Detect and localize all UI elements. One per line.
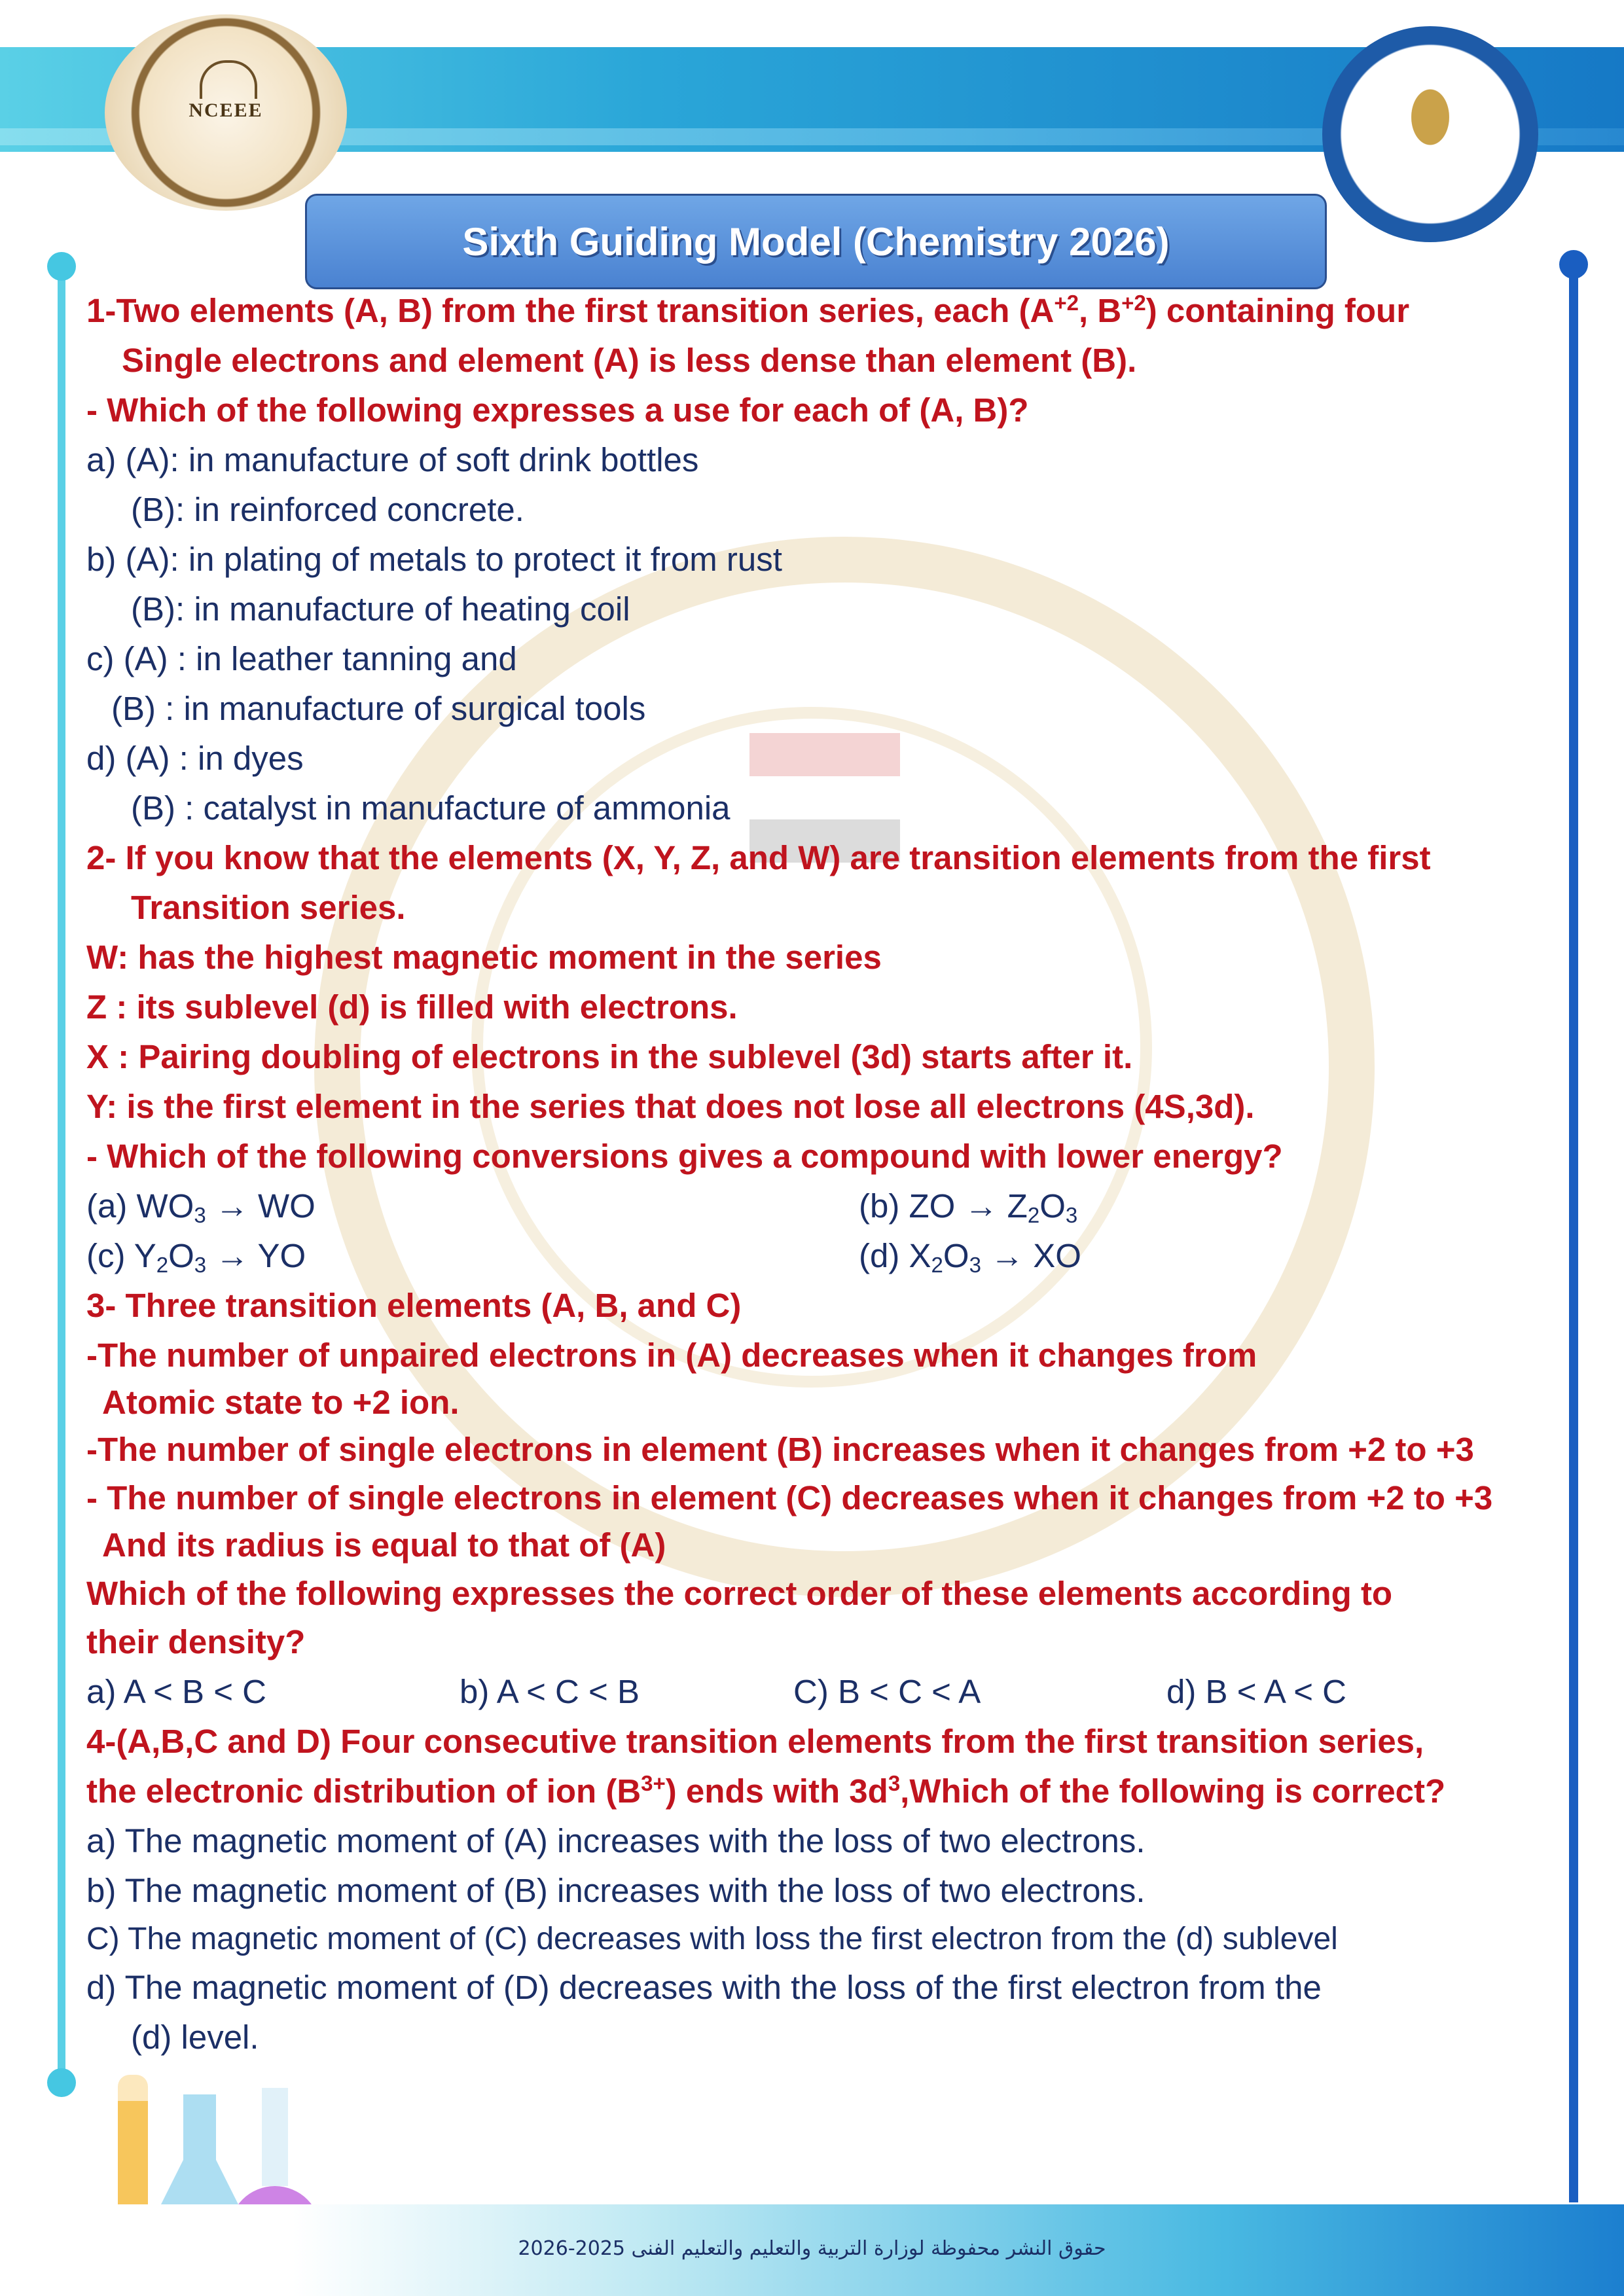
q2-stem-line2: Transition series. — [131, 889, 406, 926]
eagle-emblem-icon — [1401, 88, 1460, 160]
left-rail-dot-bottom — [47, 2068, 76, 2097]
q4-stem-line2: the electronic distribution of ion $(B^{3+})$ ends with $3d^3,Which$ of the following is correct? — [86, 1771, 1446, 1810]
q3-clue-c-cont: And its radius is equal to that of (A) — [102, 1526, 666, 1564]
q4-option-d: d) The magnetic moment of (D) decreases with the loss of the first electron from the — [86, 1969, 1322, 2006]
q4-option-a: a) The magnetic moment of (A) increases with the loss of two electrons. — [86, 1822, 1146, 1859]
q2-option-d: (d) $X_2O_3$ → XO — [859, 1237, 1081, 1277]
q3-ask-line2: their density? — [86, 1623, 306, 1660]
q1-option-a: a) (A): in manufacture of soft drink bottles — [86, 441, 699, 478]
q2-clue-y: Y: is the first element in the series that does not lose all electrons (4S,3d). — [86, 1088, 1255, 1125]
q2-option-a: (a) $WO_3$ → WO — [86, 1187, 316, 1227]
q3-option-c: C) B < C < A — [793, 1673, 981, 1710]
q1-option-c: c) (A) : in leather tanning and — [86, 640, 517, 677]
q4-option-b: b) The magnetic moment of (B) increases with the loss of two electrons. — [86, 1872, 1146, 1909]
q1-stem-line1: 1-Two elements (A, B) from the first transition series, each ($A^{+2}$, $B^{+2}$) containing four — [86, 291, 1410, 329]
q1-option-b-b: (B): in manufacture of heating coil — [131, 590, 630, 628]
nceee-logo-label: NCEEE — [189, 99, 263, 121]
q2-clue-z: Z : its sublevel (d) is filled with electrons. — [86, 988, 738, 1026]
q4-option-c: C) The magnetic moment of (C) decreases with loss the first electron from the (d) sublevel — [86, 1922, 1338, 1956]
q2-stem-line1: 2- If you know that the elements (X, Y, Z, and W) are transition elements from the first — [86, 839, 1431, 876]
nceee-emblem-icon — [200, 60, 257, 99]
copyright-notice: حقوق النشر محفوظة لوزارة التربية والتعليم والتعليم الفنى 2025-2026 — [518, 2237, 1106, 2260]
q1-option-d: d) (A) : in dyes — [86, 740, 304, 777]
q3-option-a: a) A < B < C — [86, 1673, 266, 1710]
q3-ask-line1: Which of the following expresses the correct order of these elements according to — [86, 1575, 1393, 1612]
right-rail-dot-top — [1559, 250, 1588, 279]
left-rail-dot-top — [47, 252, 76, 281]
q2-clue-x: X : Pairing doubling of electrons in the sublevel (3d) starts after it. — [86, 1038, 1133, 1075]
ministry-logo — [1322, 26, 1538, 242]
q3-clue-c: - The number of single electrons in element (C) decreases when it changes from +2 to +3 — [86, 1479, 1493, 1516]
q1-option-c-b: (B) : in manufacture of surgical tools — [111, 690, 646, 727]
left-rail — [58, 265, 65, 2085]
q1-stem-line2: Single electrons and element (A) is less dense than element (B). — [122, 342, 1137, 379]
title-banner — [305, 194, 1327, 289]
q1-option-a-b: (B): in reinforced concrete. — [131, 491, 524, 528]
q1-ask: - Which of the following expresses a use for each of (A, B)? — [86, 391, 1029, 429]
q2-clue-w: W: has the highest magnetic moment in the series — [86, 939, 882, 976]
q2-option-b: (b) ZO → $Z_2O_3$ — [859, 1187, 1078, 1227]
right-rail — [1569, 265, 1578, 2202]
q1-option-b: b) (A): in plating of metals to protect it from rust — [86, 541, 782, 578]
q3-clue-a: -The number of unpaired electrons in (A) decreases when it changes from — [86, 1336, 1257, 1374]
q3-stem-line1: 3- Three transition elements (A, B, and C) — [86, 1287, 742, 1324]
nceee-logo — [105, 14, 347, 211]
q4-option-d-cont: (d) level. — [131, 2018, 259, 2056]
q2-option-c: (c) $Y_2O_3$ → YO — [86, 1237, 306, 1277]
page-title: Sixth Guiding Model (Chemistry 2026) — [462, 219, 1170, 264]
q3-clue-b: -The number of single electrons in element (B) increases when it changes from +2 to +3 — [86, 1431, 1474, 1468]
q3-clue-a-cont: Atomic state to +2 ion. — [102, 1384, 460, 1421]
q4-stem-line1: 4-(A,B,C and D) Four consecutive transition elements from the first transition series, — [86, 1723, 1424, 1760]
q3-option-d: d) B < A < C — [1166, 1673, 1346, 1710]
q1-option-d-b: (B) : catalyst in manufacture of ammonia — [131, 789, 731, 827]
q2-ask: - Which of the following conversions gives a compound with lower energy? — [86, 1138, 1283, 1175]
q3-option-b: b) A < C < B — [460, 1673, 640, 1710]
